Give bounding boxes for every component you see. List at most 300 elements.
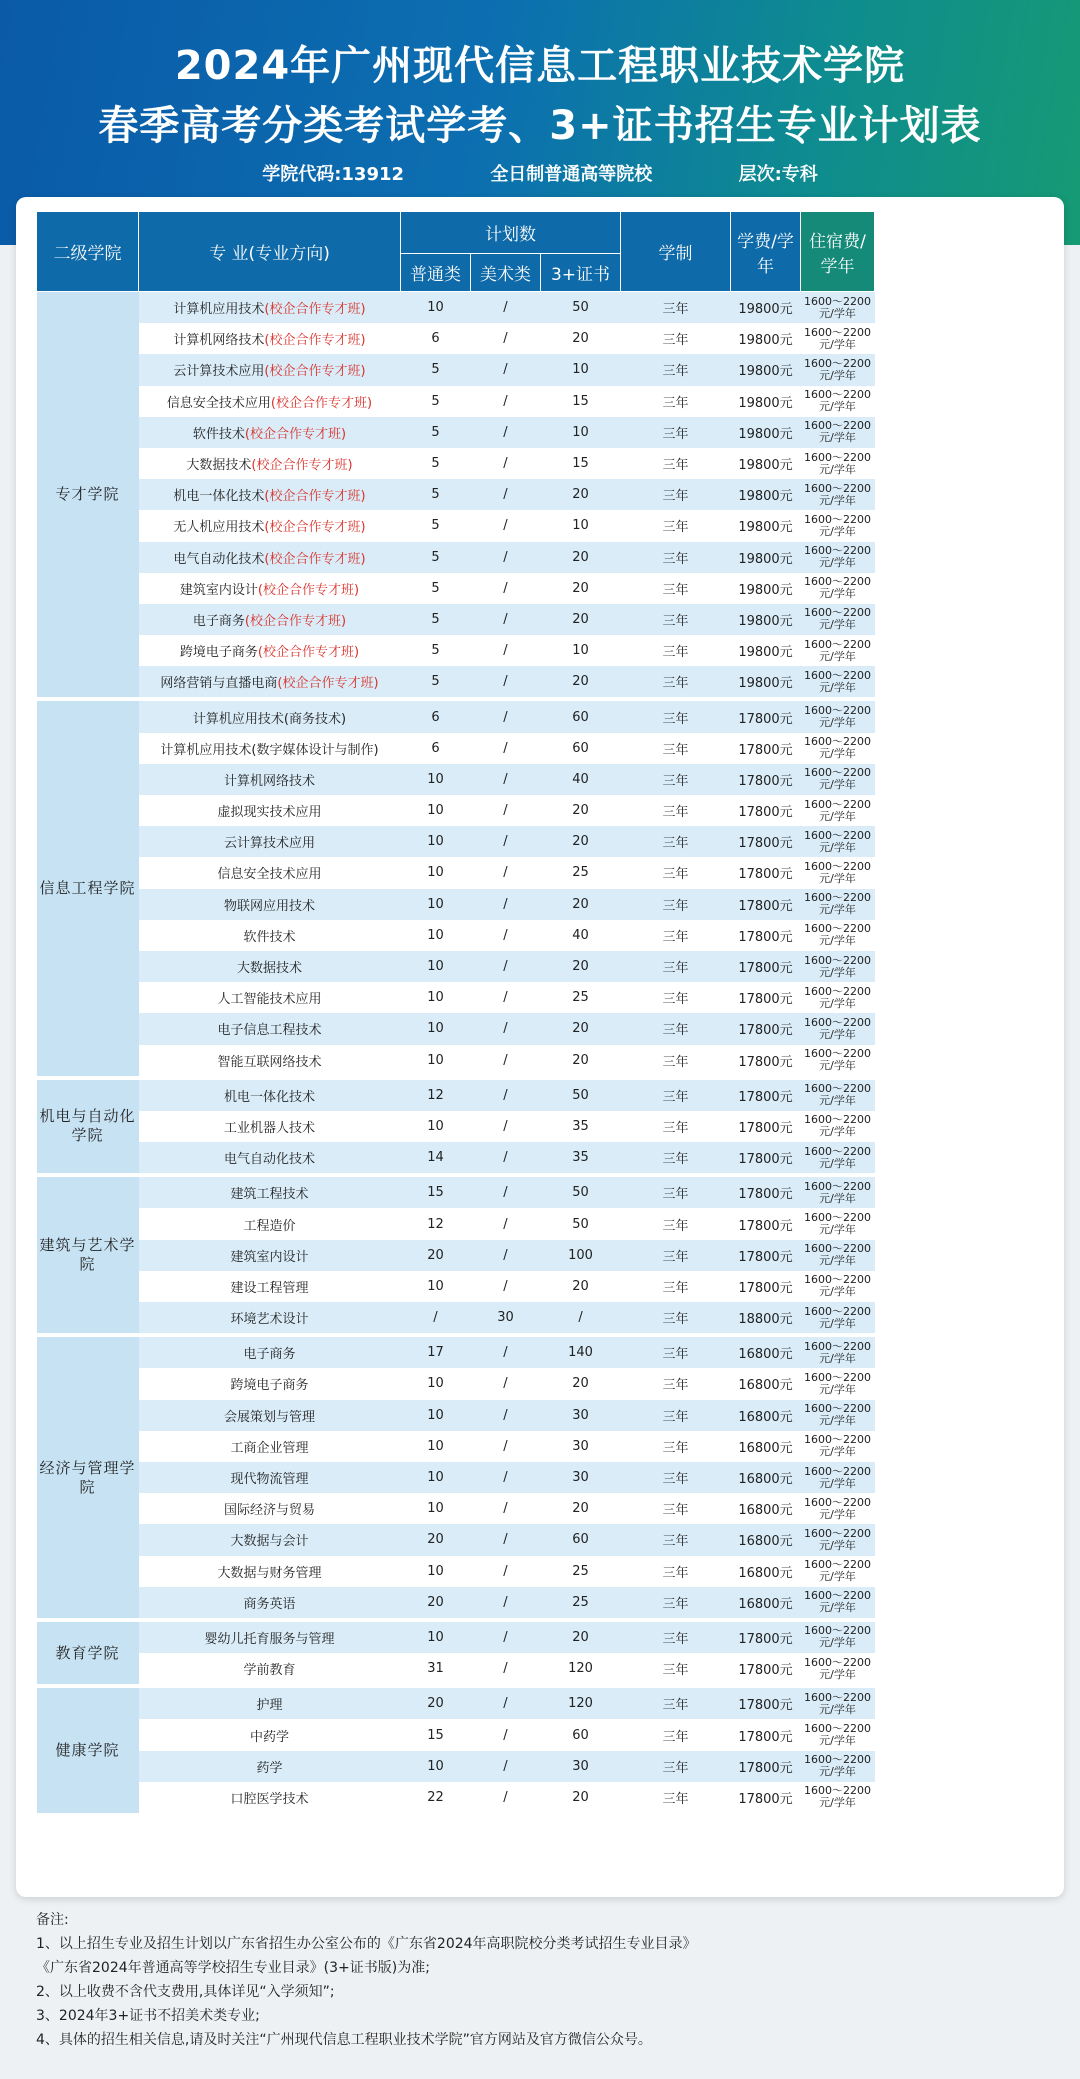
plan-general-cell: 10 <box>401 1013 471 1044</box>
plan-cert-cell: 20 <box>541 1493 621 1524</box>
dorm-fee-cell <box>801 1208 875 1239</box>
dorm-fee-range: 1600～2200 <box>804 1047 872 1061</box>
tuition-cell: 16800元 <box>731 1335 801 1368</box>
dorm-fee-unit: 元/学年 <box>819 1667 856 1681</box>
duration-cell: 三年 <box>621 826 731 857</box>
dorm-fee-cell <box>801 1013 875 1044</box>
major-cell <box>139 857 401 888</box>
dorm-fee-unit: 元/学年 <box>819 680 856 694</box>
tuition-cell: 19800元 <box>731 386 801 417</box>
table-row <box>37 857 1045 888</box>
major-name: 工程造价 <box>243 1218 296 1234</box>
plan-cert-cell: 20 <box>541 323 621 354</box>
table-row <box>37 1620 1045 1653</box>
plan-cert-cell: 60 <box>541 733 621 764</box>
dorm-fee-unit: 元/学年 <box>819 1765 856 1779</box>
dorm-fee-cell <box>801 386 875 417</box>
dorm-fee-range: 1600～2200 <box>804 1655 872 1669</box>
plan-cert-cell: 20 <box>541 1620 621 1653</box>
major-cell <box>139 1013 401 1044</box>
dorm-fee-range: 1600～2200 <box>804 1370 872 1384</box>
major-tag: (校企合作专才班) <box>244 613 347 629</box>
major-name: 云计算技术应用 <box>223 836 315 852</box>
plan-general-cell: 22 <box>401 1782 471 1815</box>
tuition-cell: 18800元 <box>731 1302 801 1335</box>
major-cell <box>139 354 401 385</box>
plan-art-cell: / <box>471 1782 541 1815</box>
major-tag: (校企合作专才班) <box>264 489 366 505</box>
tuition-cell: 19800元 <box>731 510 801 541</box>
dorm-fee-cell <box>801 448 875 479</box>
tuition-cell: 17800元 <box>731 1751 801 1782</box>
major-name: 无人机应用技术 <box>173 520 265 536</box>
major-cell <box>139 1240 401 1271</box>
plan-art-cell: / <box>471 857 541 888</box>
dorm-fee-unit: 元/学年 <box>819 1125 856 1139</box>
plan-general-cell: 5 <box>401 448 471 479</box>
major-name: 大数据技术 <box>186 458 252 474</box>
plan-cert-cell: 20 <box>541 889 621 920</box>
dorm-fee-unit: 元/学年 <box>819 368 856 382</box>
major-cell <box>139 1431 401 1462</box>
dorm-fee-range: 1600～2200 <box>804 668 872 682</box>
plan-cert-cell: 20 <box>541 573 621 604</box>
major-cell <box>139 1493 401 1524</box>
major-name: 大数据与财务管理 <box>217 1565 322 1581</box>
plan-art-cell: / <box>471 764 541 795</box>
major-cell <box>139 1208 401 1239</box>
dorm-fee-cell <box>801 1271 875 1302</box>
table-row <box>37 354 1045 385</box>
duration-cell: 三年 <box>621 292 731 324</box>
major-name: 建筑室内设计 <box>230 1249 309 1265</box>
major-cell <box>139 1620 401 1653</box>
duration-cell: 三年 <box>621 1431 731 1462</box>
major-cell <box>139 1142 401 1175</box>
tuition-cell: 17800元 <box>731 1208 801 1239</box>
dorm-fee-range: 1600～2200 <box>804 606 872 620</box>
major-cell <box>139 1368 401 1399</box>
dorm-fee-unit: 元/学年 <box>819 1570 856 1584</box>
plan-cert-cell: 35 <box>541 1142 621 1175</box>
major-tag: (校企合作专才班) <box>264 333 366 349</box>
tuition-cell: 17800元 <box>731 826 801 857</box>
tuition-cell: 19800元 <box>731 323 801 354</box>
dorm-fee-unit: 元/学年 <box>819 306 856 320</box>
major-name: 智能互联网络技术 <box>217 1054 322 1070</box>
plan-general-cell: 10 <box>401 1620 471 1653</box>
dorm-fee-cell <box>801 1302 875 1335</box>
table-row <box>37 1587 1045 1620</box>
plan-cert-cell: 25 <box>541 857 621 888</box>
plan-general-cell: 5 <box>401 386 471 417</box>
dorm-fee-range: 1600～2200 <box>804 953 872 967</box>
plan-general-cell: 5 <box>401 604 471 635</box>
dorm-fee-range: 1600～2200 <box>804 984 872 998</box>
tuition-cell: 19800元 <box>731 542 801 573</box>
duration-cell: 三年 <box>621 1142 731 1175</box>
tuition-cell: 17800元 <box>731 1653 801 1686</box>
table-row <box>37 1400 1045 1431</box>
table-row <box>37 542 1045 573</box>
header-major: 专 业(专业方向) <box>139 212 401 292</box>
plan-art-cell: / <box>471 1431 541 1462</box>
major-cell <box>139 573 401 604</box>
plan-cert-cell: 25 <box>541 1556 621 1587</box>
major-cell <box>139 417 401 448</box>
dorm-fee-cell <box>801 604 875 635</box>
plan-art-cell: / <box>471 699 541 732</box>
plan-art-cell: / <box>471 542 541 573</box>
header-tuition: 学费/学年 <box>731 212 801 292</box>
duration-cell: 三年 <box>621 1078 731 1111</box>
major-cell <box>139 951 401 982</box>
dorm-fee-range: 1600～2200 <box>804 450 872 464</box>
duration-cell: 三年 <box>621 1175 731 1208</box>
major-tag: (校企合作专才班) <box>264 551 366 567</box>
major-tag: (校企合作专才班) <box>264 520 366 536</box>
dorm-fee-cell <box>801 1335 875 1368</box>
major-name: 软件技术 <box>243 929 296 945</box>
duration-cell: 三年 <box>621 1240 731 1271</box>
plan-art-cell: / <box>471 1400 541 1431</box>
tuition-cell: 17800元 <box>731 951 801 982</box>
dept-cell: 机电与自动化学院 <box>37 1078 139 1176</box>
duration-cell: 三年 <box>621 1782 731 1815</box>
major-name: 人工智能技术应用 <box>217 992 322 1008</box>
dorm-fee-cell <box>801 1782 875 1815</box>
major-name: 学前教育 <box>243 1663 296 1679</box>
tuition-cell: 19800元 <box>731 666 801 699</box>
plan-general-cell: 15 <box>401 1175 471 1208</box>
major-name: 跨境电子商务 <box>179 645 258 661</box>
major-name: 跨境电子商务 <box>230 1378 309 1394</box>
dorm-fee-unit: 元/学年 <box>819 965 856 979</box>
dorm-fee-unit: 元/学年 <box>819 1601 856 1615</box>
table-row <box>37 764 1045 795</box>
plan-art-cell: / <box>471 889 541 920</box>
plan-general-cell: 10 <box>401 795 471 826</box>
dorm-fee-range: 1600～2200 <box>804 1339 872 1353</box>
plan-cert-cell: 20 <box>541 1045 621 1078</box>
major-name: 计算机网络技术 <box>173 333 265 349</box>
plan-general-cell: 10 <box>401 1368 471 1399</box>
dorm-fee-unit: 元/学年 <box>819 1538 856 1552</box>
major-cell <box>139 1686 401 1719</box>
plan-general-cell: 20 <box>401 1240 471 1271</box>
dorm-fee-cell <box>801 1111 875 1142</box>
duration-cell: 三年 <box>621 1335 731 1368</box>
table-row <box>37 889 1045 920</box>
duration-cell: 三年 <box>621 635 731 666</box>
major-tag: (校企合作专才班) <box>270 395 373 411</box>
plan-general-cell: 10 <box>401 889 471 920</box>
enrollment-table <box>36 211 1045 1817</box>
tuition-cell: 19800元 <box>731 635 801 666</box>
major-name: 口腔医学技术 <box>230 1791 309 1807</box>
major-cell <box>139 826 401 857</box>
table-row <box>37 417 1045 448</box>
major-tag: (校企合作专才班) <box>244 426 347 442</box>
duration-cell: 三年 <box>621 795 731 826</box>
plan-cert-cell: 60 <box>541 1524 621 1555</box>
plan-general-cell: 6 <box>401 733 471 764</box>
dorm-fee-unit: 元/学年 <box>819 778 856 792</box>
dorm-fee-unit: 元/学年 <box>819 747 856 761</box>
major-name: 电子商务 <box>192 613 245 629</box>
dorm-fee-cell <box>801 826 875 857</box>
major-cell <box>139 292 401 324</box>
plan-art-cell: / <box>471 1462 541 1493</box>
table-row <box>37 1368 1045 1399</box>
tuition-cell: 19800元 <box>731 448 801 479</box>
dorm-fee-unit: 元/学年 <box>819 1734 856 1748</box>
major-cell <box>139 1400 401 1431</box>
table-row <box>37 1782 1045 1815</box>
duration-cell: 三年 <box>621 920 731 951</box>
table-row <box>37 1208 1045 1239</box>
duration-cell: 三年 <box>621 1620 731 1653</box>
dorm-fee-unit: 元/学年 <box>819 871 856 885</box>
tuition-cell: 16800元 <box>731 1556 801 1587</box>
dorm-fee-unit: 元/学年 <box>819 1254 856 1268</box>
plan-cert-cell: 10 <box>541 510 621 541</box>
plan-cert-cell: 20 <box>541 1782 621 1815</box>
dorm-fee-unit: 元/学年 <box>819 1027 856 1041</box>
plan-general-cell: 20 <box>401 1686 471 1719</box>
table-row <box>37 323 1045 354</box>
dorm-fee-range: 1600～2200 <box>804 512 872 526</box>
duration-cell: 三年 <box>621 1302 731 1335</box>
plan-art-cell: / <box>471 1045 541 1078</box>
plan-art-cell: / <box>471 604 541 635</box>
plan-art-cell: / <box>471 292 541 324</box>
duration-cell: 三年 <box>621 1400 731 1431</box>
dorm-fee-unit: 元/学年 <box>819 462 856 476</box>
duration-cell: 三年 <box>621 1208 731 1239</box>
major-cell <box>139 1556 401 1587</box>
major-name: 机电一体化技术 <box>223 1089 315 1105</box>
duration-cell: 三年 <box>621 733 731 764</box>
table-row <box>37 1078 1045 1111</box>
dorm-fee-unit: 元/学年 <box>819 1796 856 1810</box>
plan-cert-cell: 25 <box>541 1587 621 1620</box>
table-row <box>37 1524 1045 1555</box>
plan-general-cell: 10 <box>401 1751 471 1782</box>
major-name: 中药学 <box>249 1729 289 1745</box>
dorm-fee-unit: 元/学年 <box>819 1414 856 1428</box>
duration-cell: 三年 <box>621 1271 731 1302</box>
dorm-fee-unit: 元/学年 <box>819 934 856 948</box>
major-cell <box>139 635 401 666</box>
tuition-cell: 17800元 <box>731 1240 801 1271</box>
plan-art-cell: / <box>471 1175 541 1208</box>
dorm-fee-cell <box>801 1240 875 1271</box>
major-name: 电子信息工程技术 <box>217 1023 322 1039</box>
major-cell <box>139 733 401 764</box>
plan-general-cell: 10 <box>401 1271 471 1302</box>
plan-cert-cell: 10 <box>541 354 621 385</box>
dorm-fee-unit: 元/学年 <box>819 903 856 917</box>
dorm-fee-unit: 元/学年 <box>819 996 856 1010</box>
plan-art-cell: / <box>471 1524 541 1555</box>
plan-cert-cell: 20 <box>541 666 621 699</box>
dorm-fee-unit: 元/学年 <box>819 809 856 823</box>
plan-general-cell: 5 <box>401 542 471 573</box>
duration-cell: 三年 <box>621 604 731 635</box>
dorm-fee-unit: 元/学年 <box>819 840 856 854</box>
dorm-fee-range: 1600～2200 <box>804 1433 872 1447</box>
duration-cell: 三年 <box>621 1045 731 1078</box>
table-row <box>37 1335 1045 1368</box>
plan-general-cell: 5 <box>401 510 471 541</box>
plan-general-cell: 10 <box>401 951 471 982</box>
dorm-fee-unit: 元/学年 <box>819 1156 856 1170</box>
table-row <box>37 666 1045 699</box>
plan-art-cell: / <box>471 1686 541 1719</box>
major-name: 国际经济与贸易 <box>223 1503 315 1519</box>
major-name: 大数据与会计 <box>230 1534 309 1550</box>
duration-cell: 三年 <box>621 1686 731 1719</box>
plan-general-cell: 12 <box>401 1078 471 1111</box>
dorm-fee-range: 1600～2200 <box>804 1113 872 1127</box>
major-name: 机电一体化技术 <box>173 489 265 505</box>
plan-art-cell: / <box>471 479 541 510</box>
major-cell <box>139 386 401 417</box>
duration-cell: 三年 <box>621 479 731 510</box>
dept-cell: 教育学院 <box>37 1620 139 1686</box>
tuition-cell: 16800元 <box>731 1587 801 1620</box>
college-level: 层次:专科 <box>738 164 818 185</box>
plan-art-cell: / <box>471 826 541 857</box>
tuition-cell: 17800元 <box>731 857 801 888</box>
major-name: 计算机应用技术 <box>173 302 265 318</box>
plan-cert-cell: 20 <box>541 951 621 982</box>
dorm-fee-cell <box>801 1400 875 1431</box>
dorm-fee-unit: 元/学年 <box>819 556 856 570</box>
notes-line: 《广东省2024年普通高等学校招生专业目录》(3+证书版)为准; <box>36 1960 430 1976</box>
tuition-cell: 17800元 <box>731 764 801 795</box>
dorm-fee-cell <box>801 795 875 826</box>
plan-cert-cell: 20 <box>541 1013 621 1044</box>
major-cell <box>139 1524 401 1555</box>
dorm-fee-cell <box>801 951 875 982</box>
plan-cert-cell: 50 <box>541 1078 621 1111</box>
table-body <box>37 292 1045 1816</box>
plan-art-cell: / <box>471 1240 541 1271</box>
tuition-cell: 19800元 <box>731 479 801 510</box>
plan-general-cell: 10 <box>401 1431 471 1462</box>
major-cell <box>139 1078 401 1111</box>
plan-general-cell: 6 <box>401 699 471 732</box>
plan-art-cell: / <box>471 417 541 448</box>
plan-art-cell: / <box>471 510 541 541</box>
table-row <box>37 386 1045 417</box>
duration-cell: 三年 <box>621 1013 731 1044</box>
header-dorm: 住宿费/学年 <box>801 212 875 292</box>
major-tag: (校企合作专才班) <box>257 645 360 661</box>
tuition-cell: 16800元 <box>731 1524 801 1555</box>
major-name: 现代物流管理 <box>230 1472 309 1488</box>
dorm-fee-range: 1600～2200 <box>804 388 872 402</box>
dorm-fee-cell <box>801 510 875 541</box>
duration-cell: 三年 <box>621 764 731 795</box>
dorm-fee-range: 1600～2200 <box>804 637 872 651</box>
major-name: 商务英语 <box>243 1596 296 1612</box>
tuition-cell: 17800元 <box>731 920 801 951</box>
table-row <box>37 1240 1045 1271</box>
major-name: 虚拟现实技术应用 <box>217 805 322 821</box>
dorm-fee-cell <box>801 417 875 448</box>
plan-cert-cell: 20 <box>541 795 621 826</box>
college-type: 全日制普通高等院校 <box>490 164 653 185</box>
plan-cert-cell: 140 <box>541 1335 621 1368</box>
plan-cert-cell: 20 <box>541 826 621 857</box>
major-name: 婴幼儿托育服务与管理 <box>204 1631 335 1647</box>
dorm-fee-unit: 元/学年 <box>819 431 856 445</box>
tuition-cell: 17800元 <box>731 1175 801 1208</box>
dorm-fee-range: 1600～2200 <box>804 1495 872 1509</box>
tuition-cell: 19800元 <box>731 292 801 324</box>
plan-art-cell: / <box>471 1208 541 1239</box>
major-cell <box>139 604 401 635</box>
plan-cert-cell: 20 <box>541 542 621 573</box>
tuition-cell: 17800元 <box>731 1782 801 1815</box>
dept-cell: 建筑与艺术学院 <box>37 1175 139 1335</box>
dorm-fee-cell <box>801 920 875 951</box>
table-row <box>37 1431 1045 1462</box>
major-name: 护理 <box>256 1698 283 1714</box>
plan-general-cell: 12 <box>401 1208 471 1239</box>
duration-cell: 三年 <box>621 666 731 699</box>
duration-cell: 三年 <box>621 982 731 1013</box>
table-row <box>37 1556 1045 1587</box>
dorm-fee-cell <box>801 1462 875 1493</box>
plan-general-cell: 10 <box>401 292 471 324</box>
major-cell <box>139 920 401 951</box>
page-title: 2024年广州现代信息工程职业技术学院 <box>174 43 906 89</box>
tuition-cell: 17800元 <box>731 889 801 920</box>
dorm-fee-cell <box>801 1620 875 1653</box>
college-info <box>0 160 1080 186</box>
notes-line: 3、2024年3+证书不招美术类专业; <box>36 2008 260 2024</box>
duration-cell: 三年 <box>621 951 731 982</box>
major-name: 建设工程管理 <box>230 1280 309 1296</box>
dorm-fee-unit: 元/学年 <box>819 1445 856 1459</box>
major-name: 大数据技术 <box>236 961 302 977</box>
dorm-fee-range: 1600～2200 <box>804 1558 872 1572</box>
plan-cert-cell: 30 <box>541 1431 621 1462</box>
major-name: 建筑工程技术 <box>230 1187 309 1203</box>
plan-cert-cell: 50 <box>541 292 621 324</box>
dorm-fee-cell <box>801 1751 875 1782</box>
plan-cert-cell: 30 <box>541 1751 621 1782</box>
dorm-fee-range: 1600～2200 <box>804 1211 872 1225</box>
page-subtitle: 春季高考分类考试学考、3+证书招生专业计划表 <box>98 103 982 149</box>
dorm-fee-unit: 元/学年 <box>819 716 856 730</box>
major-name: 建筑室内设计 <box>179 582 258 598</box>
duration-cell: 三年 <box>621 1751 731 1782</box>
dorm-fee-range: 1600～2200 <box>804 1242 872 1256</box>
dorm-fee-cell <box>801 1587 875 1620</box>
major-cell <box>139 1111 401 1142</box>
dorm-fee-unit: 元/学年 <box>819 493 856 507</box>
major-cell <box>139 1175 401 1208</box>
table-row <box>37 448 1045 479</box>
major-cell <box>139 1335 401 1368</box>
major-tag: (校企合作专才班) <box>251 458 353 474</box>
notes-line: 4、具体的招生相关信息,请及时关注“广州现代信息工程职业技术学院”官方网站及官方微信公众号。 <box>36 2032 652 2048</box>
